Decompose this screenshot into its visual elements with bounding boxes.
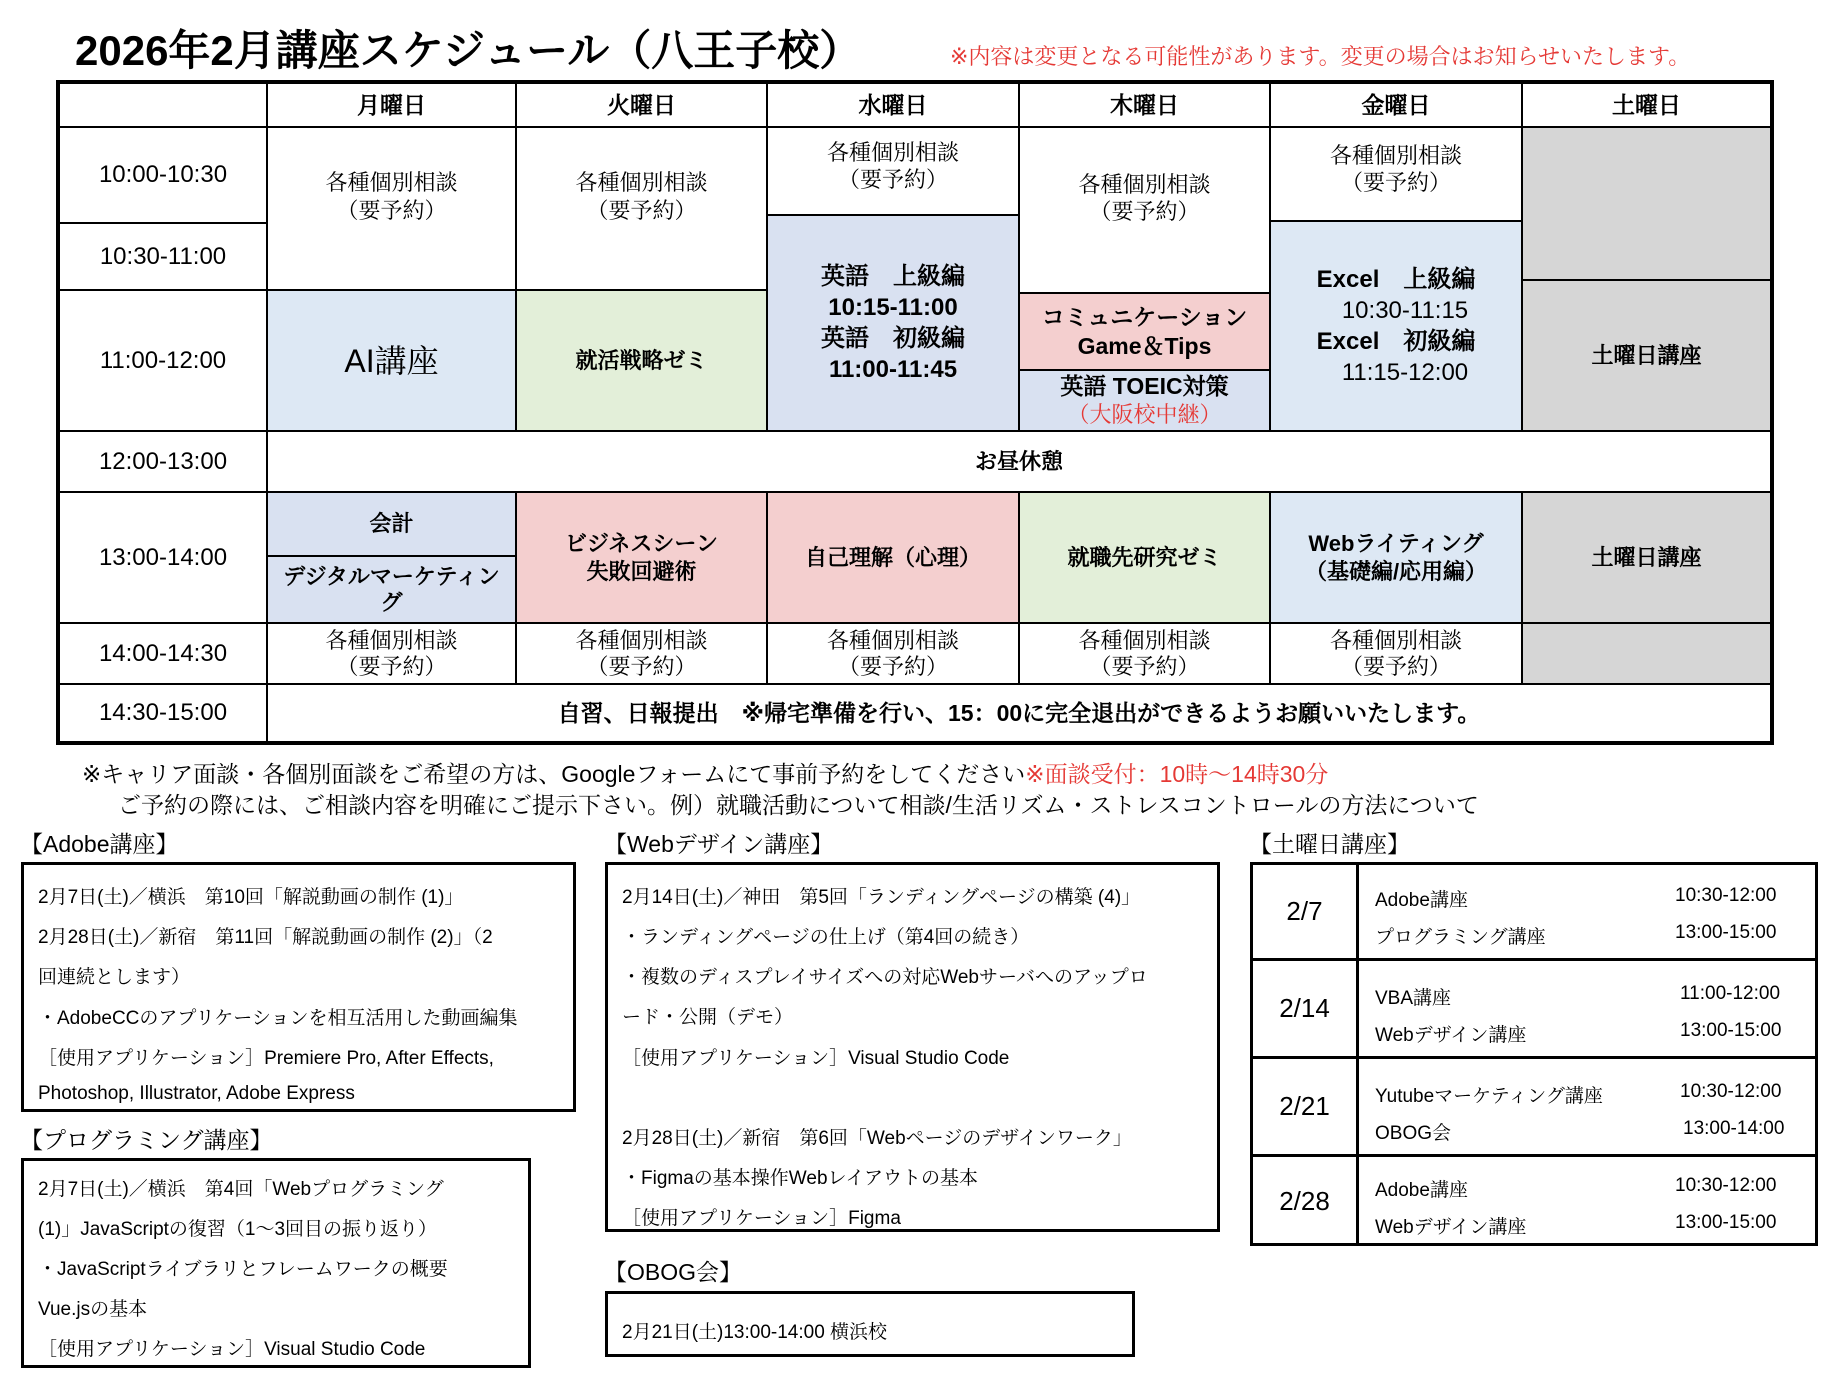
consult-note: （要予約） xyxy=(586,653,697,679)
english-beginner-time: 11:00-11:45 xyxy=(828,356,958,384)
adobe-line: 回連続とします） xyxy=(38,967,191,988)
saturday-course: Yutubeマーケティング講座 xyxy=(1375,1086,1603,1107)
consult-label: 各種個別相談 xyxy=(1329,142,1462,168)
saturday-row xyxy=(1253,865,1815,961)
wed-english-course xyxy=(766,214,1020,432)
saturday-course-time: 10:30-12:00 xyxy=(1680,1081,1782,1102)
time-slot: 10:30-11:00 xyxy=(58,222,268,291)
adobe-box xyxy=(21,862,576,1112)
timetable xyxy=(58,82,1772,743)
thu-employer-research-seminar: 就職先研究ゼミ xyxy=(1018,491,1271,624)
webdesign-line: ［使用アプリケーション］Figma xyxy=(622,1208,901,1229)
day-header-thu: 木曜日 xyxy=(1018,82,1271,128)
tue-consultation xyxy=(515,126,768,291)
consult-note: （要予約） xyxy=(586,197,697,223)
saturday-heading: 【土曜日講座】 xyxy=(1249,831,1410,857)
consultation-note: ご予約の際には、ご相談内容を明確にご提示下さい。例）就職活動について相談/生活リズム・ストレスコントロールの方法について xyxy=(118,792,1479,818)
saturday-course: プログラミング講座 xyxy=(1375,927,1546,948)
toeic-relay-note: （大阪校中継） xyxy=(1067,402,1222,428)
adobe-line: 2月7日(土)／横浜 第10回「解説動画の制作 (1)」 xyxy=(38,887,464,908)
wed-consultation-pm xyxy=(766,622,1020,685)
time-slot: 14:00-14:30 xyxy=(58,622,268,685)
consult-note: （要予約） xyxy=(1089,653,1200,679)
english-advanced-time: 10:15-11:00 xyxy=(828,293,958,321)
communication-subtitle: Game＆Tips xyxy=(1077,332,1212,359)
reception-hours: ※面談受付：10時～14時30分 xyxy=(1025,761,1329,787)
saturday-row xyxy=(1253,1157,1815,1246)
web-writing-subtitle: （基礎編/応用編） xyxy=(1304,558,1488,584)
mon-consultation xyxy=(266,126,517,291)
business-subtitle: 失敗回避術 xyxy=(586,558,697,584)
page-title: 2026年2月講座スケジュール（八王子校） xyxy=(75,27,862,74)
webdesign-line: 2月14日(土)／神田 第5回「ランディングページの構築 (4)」 xyxy=(622,887,1141,908)
english-advanced: 英語 上級編 xyxy=(821,262,965,290)
webdesign-line: ［使用アプリケーション］Visual Studio Code xyxy=(622,1048,1010,1069)
english-beginner: 英語 初級編 xyxy=(821,325,965,352)
consult-label: 各種個別相談 xyxy=(1078,628,1211,654)
excel-beginner-time: 11:15-12:00 xyxy=(1341,359,1469,387)
programming-line: Vue.jsの基本 xyxy=(38,1299,148,1320)
thu-toeic-course xyxy=(1018,369,1271,432)
reservation-note xyxy=(82,756,1328,789)
adobe-line: ［使用アプリケーション］Premiere Pro, After Effects, xyxy=(38,1048,494,1069)
webdesign-line: ・複数のディスプレイサイズへの対応Webサーバへのアップロ xyxy=(622,967,1148,988)
consult-note: （要予約） xyxy=(336,197,447,223)
saturday-course: Adobe講座 xyxy=(1375,1180,1468,1201)
communication-title: コミュニケーション xyxy=(1041,303,1248,330)
adobe-line: ・AdobeCCのアプリケーションを相互活用した動画編集 xyxy=(38,1008,518,1029)
fri-excel-course xyxy=(1269,220,1523,432)
saturday-course-time: 13:00-15:00 xyxy=(1675,1212,1777,1233)
consult-note: （要予約） xyxy=(837,653,948,679)
sat-course-morning: 土曜日講座 xyxy=(1521,279,1772,432)
consult-note: （要予約） xyxy=(1340,653,1451,679)
programming-line: 2月7日(土)／横浜 第4回「Webプログラミング xyxy=(38,1179,444,1200)
webdesign-line: 2月28日(土)／新宿 第6回「Webページのデザインワーク」 xyxy=(622,1128,1132,1149)
saturday-table xyxy=(1250,862,1818,1246)
saturday-course: Adobe講座 xyxy=(1375,890,1468,911)
saturday-date: 2/21 xyxy=(1253,1059,1359,1154)
mon-ai-course: AI講座 xyxy=(266,289,517,432)
adobe-heading: 【Adobe講座】 xyxy=(20,831,179,857)
reservation-text: ※キャリア面談・各個別面談をご希望の方は、Googleフォームにて事前予約をしてください xyxy=(82,761,1026,787)
programming-line: ［使用アプリケーション］Visual Studio Code xyxy=(38,1339,426,1360)
adobe-line: 2月28日(土)／新宿 第11回「解説動画の制作 (2)」（2 xyxy=(38,927,493,948)
change-notice: ※内容は変更となる可能性があります。変更の場合はお知らせいたします。 xyxy=(950,44,1691,69)
mon-consultation-pm xyxy=(266,622,517,685)
saturday-course: Webデザイン講座 xyxy=(1375,1217,1527,1238)
consult-label: 各種個別相談 xyxy=(826,139,959,165)
obog-line: 2月21日(土)13:00-14:00 横浜校 xyxy=(622,1322,888,1343)
thu-consultation-pm xyxy=(1018,622,1271,685)
corner-cell xyxy=(58,82,268,128)
webdesign-box xyxy=(605,862,1220,1232)
saturday-course: Webデザイン講座 xyxy=(1375,1025,1527,1046)
consult-label: 各種個別相談 xyxy=(575,628,708,654)
webdesign-line: ・ランディングページの仕上げ（第4回の続き） xyxy=(622,927,1030,948)
sat-empty-slot xyxy=(1521,126,1772,281)
saturday-row xyxy=(1253,1059,1815,1157)
adobe-line: Photoshop, Illustrator, Adobe Express xyxy=(38,1083,355,1104)
web-writing-title: Webライティング xyxy=(1308,531,1484,556)
day-header-mon: 月曜日 xyxy=(266,82,517,128)
day-header-sat: 土曜日 xyxy=(1521,82,1772,128)
toeic-title: 英語 TOEIC対策 xyxy=(1060,373,1229,400)
fri-consultation-pm xyxy=(1269,622,1523,685)
fri-web-writing-course xyxy=(1269,491,1523,624)
saturday-course: OBOG会 xyxy=(1375,1123,1452,1144)
time-slot: 12:00-13:00 xyxy=(58,430,268,493)
mon-accounting-course: 会計 xyxy=(266,491,517,557)
mon-digital-marketing-course: デジタルマーケティング xyxy=(266,555,517,624)
saturday-course-time: 11:00-12:00 xyxy=(1680,983,1781,1004)
saturday-course-time: 13:00-15:00 xyxy=(1680,1020,1782,1041)
excel-advanced: Excel 上級編 xyxy=(1316,265,1476,293)
sat-empty-slot-pm xyxy=(1521,622,1772,685)
webdesign-line: ード・公開（デモ） xyxy=(622,1007,794,1028)
day-header-wed: 水曜日 xyxy=(766,82,1020,128)
fri-consultation xyxy=(1269,126,1523,222)
consult-label: 各種個別相談 xyxy=(1329,628,1462,654)
business-title: ビジネスシーン xyxy=(565,531,718,556)
consult-label: 各種個別相談 xyxy=(575,170,708,195)
day-header-fri: 金曜日 xyxy=(1269,82,1523,128)
tue-business-failure-course xyxy=(515,491,768,624)
webdesign-heading: 【Webデザイン講座】 xyxy=(604,831,834,857)
programming-box xyxy=(21,1158,531,1368)
tue-consultation-pm xyxy=(515,622,768,685)
obog-heading: 【OBOG会】 xyxy=(604,1259,743,1285)
obog-box xyxy=(605,1291,1135,1357)
consult-note: （要予約） xyxy=(1340,170,1451,195)
thu-consultation xyxy=(1018,126,1271,294)
self-study-notice: 自習、日報提出 ※帰宅準備を行い、15：00に完全退出ができるようお願いいたします。 xyxy=(266,683,1772,743)
time-slot: 14:30-15:00 xyxy=(58,683,268,743)
thu-communication-course xyxy=(1018,292,1271,371)
wed-self-understanding-course: 自己理解（心理） xyxy=(766,491,1020,624)
saturday-course-time: 10:30-12:00 xyxy=(1675,885,1777,906)
sat-course-afternoon: 土曜日講座 xyxy=(1521,491,1772,624)
saturday-date: 2/28 xyxy=(1253,1157,1359,1246)
saturday-course-time: 13:00-14:00 xyxy=(1683,1118,1785,1139)
saturday-course: VBA講座 xyxy=(1375,988,1452,1009)
consult-label: 各種個別相談 xyxy=(1078,171,1211,197)
consult-label: 各種個別相談 xyxy=(325,170,458,195)
consult-note: （要予約） xyxy=(1089,199,1200,224)
time-slot: 13:00-14:00 xyxy=(58,491,268,624)
saturday-date: 2/7 xyxy=(1253,865,1359,958)
saturday-course-time: 13:00-15:00 xyxy=(1675,922,1777,943)
time-slot: 10:00-10:30 xyxy=(58,126,268,224)
time-slot: 11:00-12:00 xyxy=(58,289,268,432)
saturday-date: 2/14 xyxy=(1253,961,1359,1056)
saturday-row xyxy=(1253,961,1815,1059)
consult-note: （要予約） xyxy=(336,653,447,679)
consult-label: 各種個別相談 xyxy=(826,628,959,654)
programming-line: ・JavaScriptライブラリとフレームワークの概要 xyxy=(38,1259,448,1280)
programming-line: (1)」JavaScriptの復習（1～3回目の振り返り） xyxy=(38,1219,438,1240)
tue-job-strategy-seminar: 就活戦略ゼミ xyxy=(515,289,768,432)
day-header-tue: 火曜日 xyxy=(515,82,768,128)
consult-label: 各種個別相談 xyxy=(325,628,458,654)
consult-note: （要予約） xyxy=(837,167,948,192)
programming-heading: 【プログラミング講座】 xyxy=(20,1127,273,1153)
webdesign-line: ・Figmaの基本操作Webレイアウトの基本 xyxy=(622,1168,978,1189)
excel-beginner: Excel 初級編 xyxy=(1316,328,1476,355)
saturday-course-time: 10:30-12:00 xyxy=(1675,1175,1777,1196)
excel-advanced-time: 10:30-11:15 xyxy=(1341,296,1469,324)
lunch-break: お昼休憩 xyxy=(266,430,1772,493)
wed-consultation xyxy=(766,126,1020,216)
